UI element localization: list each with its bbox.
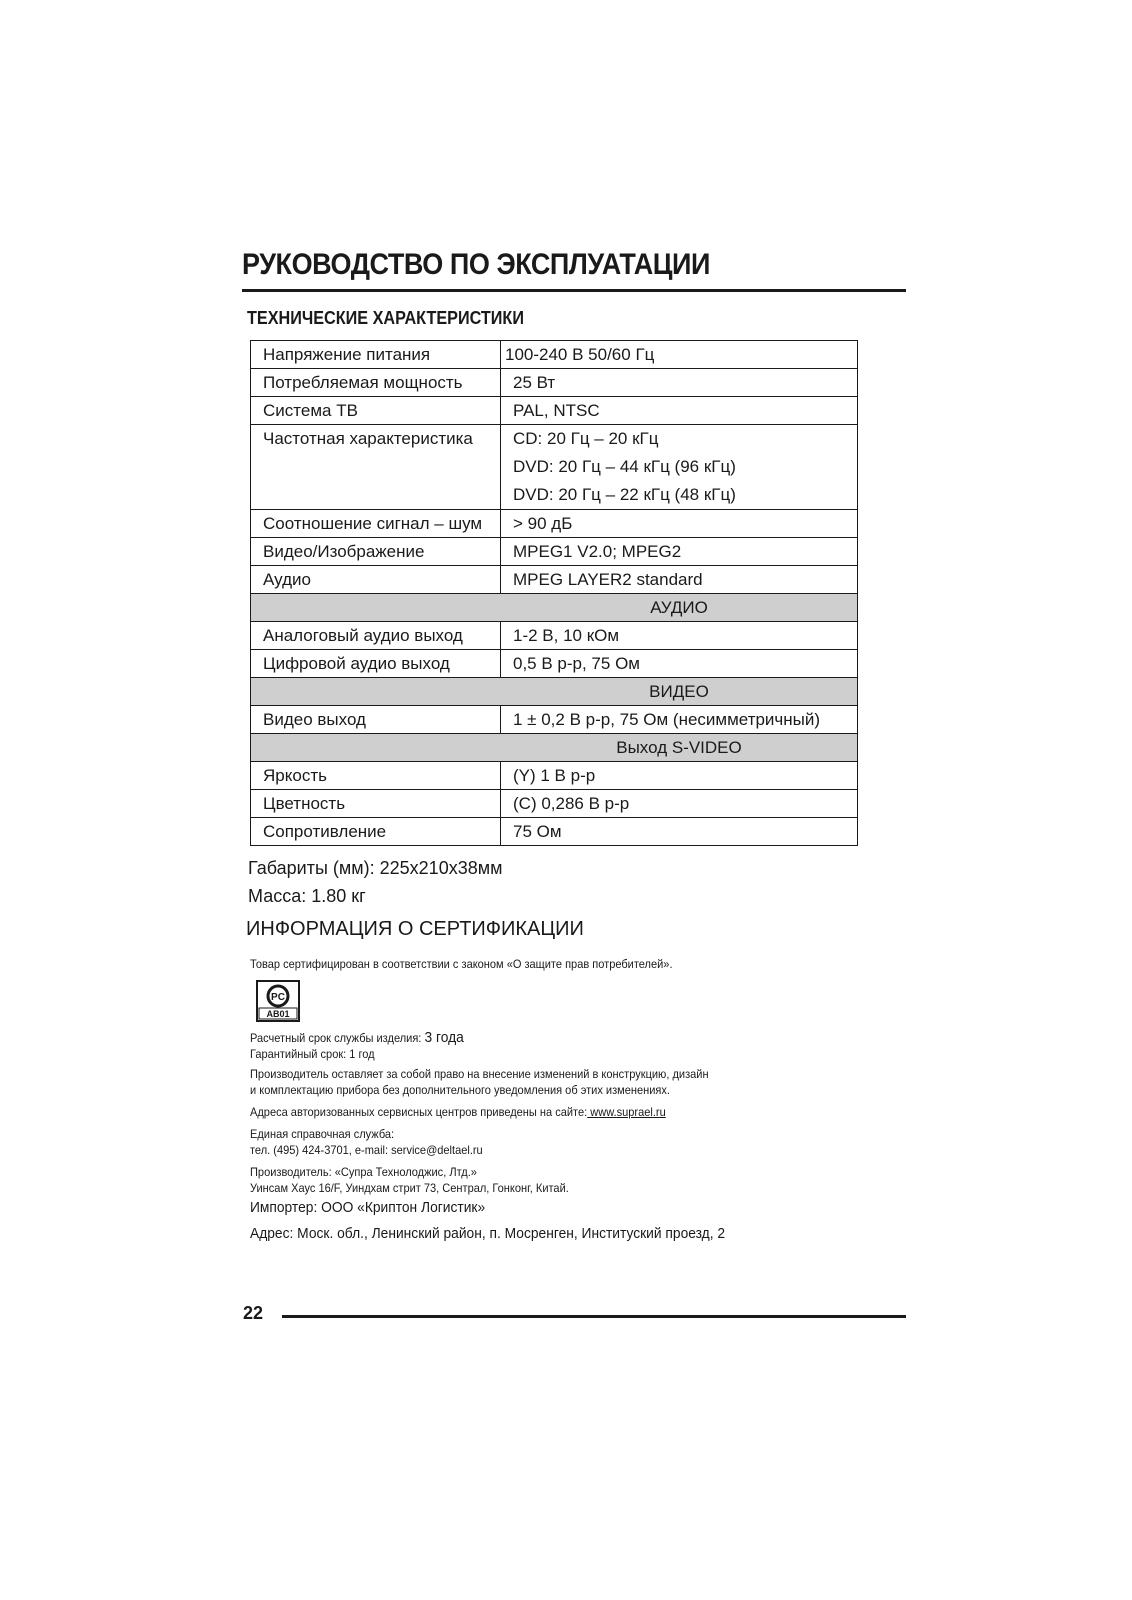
svg-text:PC: PC bbox=[271, 992, 285, 1003]
manufacturer-line-1: Производитель: «Супра Технолоджис, Лтд.» bbox=[250, 1165, 477, 1179]
table-row bbox=[251, 818, 858, 846]
table-row bbox=[251, 397, 858, 425]
spec-label: Цифровой аудио выход bbox=[251, 650, 501, 678]
cert-mark-code: АВ01 bbox=[266, 1009, 290, 1019]
table-row bbox=[251, 622, 858, 650]
disclaimer-line-1: Производитель оставляет за собой право на внесение изменений в конструкцию, дизайн bbox=[250, 1067, 709, 1081]
table-row bbox=[251, 341, 858, 369]
table-row bbox=[251, 790, 858, 818]
spec-label: Видео/Изображение bbox=[251, 538, 501, 566]
mass-text: Масса: 1.80 кг bbox=[248, 886, 366, 906]
lifetime-label: Расчетный срок службы изделия: bbox=[250, 1031, 422, 1045]
table-row bbox=[251, 566, 858, 594]
lifetime-line bbox=[250, 1030, 464, 1046]
spec-label: Система ТВ bbox=[251, 397, 501, 425]
certification-heading: ИНФОРМАЦИЯ О СЕРТИФИКАЦИИ bbox=[246, 918, 584, 940]
table-section-row bbox=[251, 734, 858, 762]
spec-label: Частотная характеристика bbox=[251, 425, 501, 510]
spec-label: Соотношение сигнал – шум bbox=[251, 510, 501, 538]
section-audio: АУДИО bbox=[251, 594, 858, 622]
dimensions-text: Габариты (мм): 225x210x38мм bbox=[248, 858, 503, 878]
spec-label: Яркость bbox=[251, 762, 501, 790]
spec-value: 1 ± 0,2 В р-р, 75 Ом (несимметричный) bbox=[501, 706, 858, 734]
section-svideo: Выход S-VIDEO bbox=[251, 734, 858, 762]
spec-value-multiline bbox=[501, 425, 858, 510]
spec-value: (Y) 1 В р-р bbox=[501, 762, 858, 790]
section-video: ВИДЕО bbox=[251, 678, 858, 706]
helpdesk-label: Единая справочная служба: bbox=[250, 1127, 395, 1141]
table-row bbox=[251, 706, 858, 734]
table-row bbox=[251, 510, 858, 538]
certification-statement: Товар сертифицирован в соответствии с законом «О защите прав потребителей». bbox=[250, 957, 673, 971]
table-row bbox=[251, 650, 858, 678]
spec-value: > 90 дБ bbox=[501, 510, 858, 538]
service-site-link[interactable]: www.suprael.ru bbox=[587, 1105, 666, 1119]
spec-label: Напряжение питания bbox=[251, 341, 501, 369]
table-row bbox=[251, 369, 858, 397]
table-row bbox=[251, 762, 858, 790]
spec-label: Аудио bbox=[251, 566, 501, 594]
page-title: РУКОВОДСТВО ПО ЭКСПЛУАТАЦИИ bbox=[242, 248, 710, 281]
spec-label: Сопротивление bbox=[251, 818, 501, 846]
warranty-text: Гарантийный срок: 1 год bbox=[250, 1047, 375, 1061]
spec-label: Видео выход bbox=[251, 706, 501, 734]
importer-text: Импортер: ООО «Криптон Логистик» bbox=[250, 1199, 486, 1216]
service-centers-text: Адреса авторизованных сервисных центров приведены на сайте: bbox=[250, 1105, 588, 1119]
service-centers-line bbox=[250, 1104, 666, 1120]
spec-value: (С) 0,286 В р-р bbox=[501, 790, 858, 818]
spec-label: Цветность bbox=[251, 790, 501, 818]
spec-value-line: CD: 20 Гц – 20 кГц bbox=[513, 429, 659, 448]
lifetime-value: 3 года bbox=[424, 1029, 464, 1046]
table-section-row bbox=[251, 594, 858, 622]
table-section-row bbox=[251, 678, 858, 706]
page-number: 22 bbox=[243, 1303, 264, 1323]
table-row bbox=[251, 425, 858, 510]
spec-value-line: DVD: 20 Гц – 44 кГц (96 кГц) bbox=[513, 457, 736, 476]
certification-mark-icon bbox=[256, 980, 300, 1022]
spec-value: 25 Вт bbox=[501, 369, 858, 397]
title-divider bbox=[242, 289, 906, 292]
address-text: Адрес: Моск. обл., Ленинский район, п. Мосренген, Институский проезд, 2 bbox=[250, 1225, 726, 1242]
helpdesk-contacts: тел. (495) 424-3701, e-mail: service@deltael.ru bbox=[250, 1143, 483, 1157]
footer-divider bbox=[282, 1315, 906, 1318]
spec-value: 75 Ом bbox=[501, 818, 858, 846]
spec-label: Потребляемая мощность bbox=[251, 369, 501, 397]
spec-label: Аналоговый аудио выход bbox=[251, 622, 501, 650]
spec-value: MPEG LAYER2 standard bbox=[501, 566, 858, 594]
manufacturer-line-2: Уинсам Хаус 16/F, Уиндхам стрит 73, Сентрал, Гонконг, Китай. bbox=[250, 1181, 569, 1195]
spec-table bbox=[250, 340, 858, 846]
spec-value: MPEG1 V2.0; MPEG2 bbox=[501, 538, 858, 566]
spec-value: 0,5 В р-р, 75 Ом bbox=[501, 650, 858, 678]
spec-value: 100-240 В 50/60 Гц bbox=[501, 341, 858, 369]
spec-value: PAL, NTSC bbox=[501, 397, 858, 425]
table-row bbox=[251, 538, 858, 566]
spec-value-line: DVD: 20 Гц – 22 кГц (48 кГц) bbox=[513, 485, 736, 504]
spec-value: 1-2 В, 10 кОм bbox=[501, 622, 858, 650]
section-heading: ТЕХНИЧЕСКИЕ ХАРАКТЕРИСТИКИ bbox=[247, 308, 524, 328]
disclaimer-line-2: и комплектацию прибора без дополнительного уведомления об этих изменениях. bbox=[250, 1083, 670, 1097]
